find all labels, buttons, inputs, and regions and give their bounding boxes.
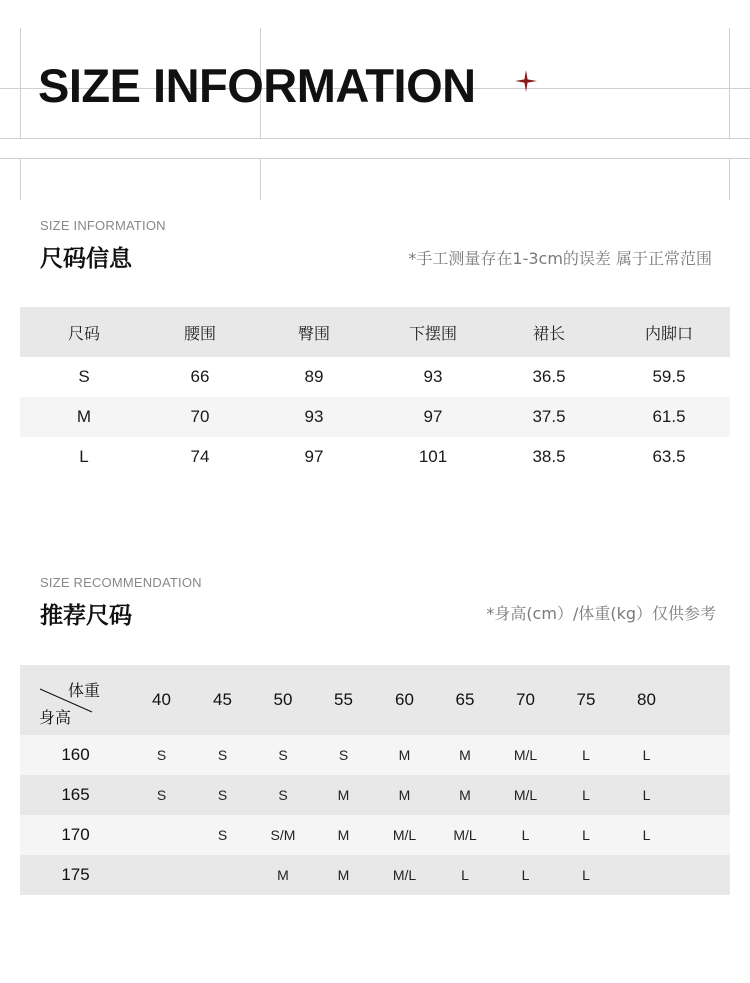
cell: L [435,855,495,895]
rec-note: *身高(cm）/体重(kg）仅供参考 [486,604,716,623]
cell: M [374,735,435,775]
cell: 38.5 [532,447,566,466]
cell: 37.5 [490,397,608,437]
cell [131,855,192,895]
table-row [20,775,730,815]
weight-col: 65 [435,665,495,735]
size-heading: 尺码信息 [40,246,132,272]
table-row [20,815,730,855]
header-skirt-length: 裙长 [490,307,608,357]
cell: 70 [148,397,252,437]
cell [677,735,730,775]
cell: S [192,735,253,775]
weight-col: 75 [556,665,616,735]
rec-kicker: SIZE RECOMMENDATION [40,575,202,590]
weight-col: 70 [495,665,556,735]
weight-col: 50 [253,665,313,735]
header-waist: 腰围 [148,307,252,357]
cell: 97 [376,397,490,437]
banner-title: SIZE INFORMATION [38,59,476,112]
height-label: 175 [20,855,131,895]
grid-line [729,28,730,138]
cell: S/M [253,815,313,855]
cell: M [435,775,495,815]
weight-col: 55 [313,665,374,735]
cell: 63.5 [652,447,686,466]
corner-header [20,665,131,735]
weight-col: 40 [131,665,192,735]
cell: S [131,775,192,815]
height-label: 160 [20,735,131,775]
table-row [20,855,730,895]
cell: L [495,815,556,855]
cell: 93 [252,397,376,437]
grid-line [20,28,21,138]
cell: 93 [423,367,443,386]
grid-line [260,158,261,200]
cell [192,855,253,895]
cell: L [556,855,616,895]
corner-height-label: 身高 [39,708,72,727]
grid-line [0,138,750,139]
height-label: 165 [20,775,131,815]
cell: M/L [374,855,435,895]
rec-heading: 推荐尺码 [40,603,132,629]
cell: M/L [435,815,495,855]
cell: 36.5 [532,367,566,386]
cell: 66 [190,367,210,386]
table-row [20,397,730,437]
header-hip: 臀围 [252,307,376,357]
cell: L [556,815,616,855]
cell: L [556,735,616,775]
cell: 97 [304,447,324,466]
cell: M [313,855,374,895]
weight-col: 45 [192,665,253,735]
cell: M [374,775,435,815]
cell [677,815,730,855]
weight-header-row [20,665,730,735]
cell: M [313,775,374,815]
cell: S [192,815,253,855]
cell: M [253,855,313,895]
height-label: 170 [20,815,131,855]
grid-line [0,158,750,159]
cell: 89 [304,367,324,386]
cell: M/L [495,775,556,815]
cell: M [435,735,495,775]
cell [677,775,730,815]
cell: S [253,775,313,815]
header-inner-leg-opening: 内脚口 [608,307,730,357]
cell: M/L [495,735,556,775]
cell: L [556,775,616,815]
cell: S [253,735,313,775]
cell: L [616,775,677,815]
cell [677,855,730,895]
cell: 74 [190,447,210,466]
header-size: 尺码 [20,307,148,357]
cell: M/L [374,815,435,855]
cell: S [131,735,192,775]
weight-col: 60 [374,665,435,735]
cell: M [313,815,374,855]
spacer-col [677,665,730,735]
cell: S [313,735,374,775]
size-kicker: SIZE INFORMATION [40,218,166,233]
cell: S [192,775,253,815]
cell: L [495,855,556,895]
cell: M [20,397,148,437]
cell: 59.5 [652,367,686,386]
size-note: *手工测量存在1-3cm的误差 属于正常范围 [408,249,712,268]
table-row [20,437,730,477]
size-table [20,307,730,477]
table-row [20,357,730,397]
grid-line [20,158,21,200]
grid-line [729,158,730,200]
cell [131,815,192,855]
cell: L [616,735,677,775]
cell: S [78,367,90,386]
cell: 61.5 [608,397,730,437]
cell: 101 [418,447,448,466]
cell: L [79,447,89,466]
table-row [20,735,730,775]
recommendation-table [20,665,730,895]
weight-col: 80 [616,665,677,735]
size-header-row [20,307,730,357]
corner-weight-label: 体重 [68,681,101,700]
sparkle-star-icon [514,69,538,93]
cell [616,855,677,895]
cell: L [616,815,677,855]
header-hem: 下摆围 [376,307,490,357]
